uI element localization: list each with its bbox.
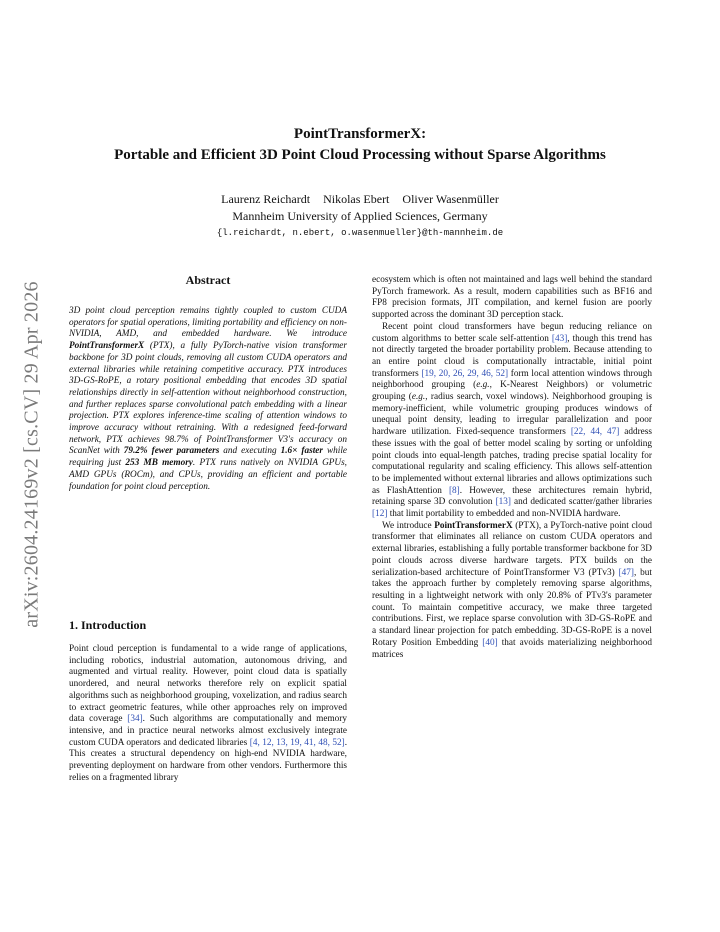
paragraph-related-work: Recent point cloud transformers have begun reducing reliance on custom algorithms to better scale self-attention [43], though this trend has not directly targeted the broader portability problem. Because attending to an entire point cloud is computationally intractable, initial point transformers [19, 20, 26, 29, 46, 52] form local attention windows through neighborhood grouping (e.g., K-Nearest Neighbors) or volumetric grouping (e.g., radius search, voxel windows). Neighborhood grouping is memory-inefficient, while volumetric grouping produces windows of unequal point density, leading to irregular parallelization and poor hardware utilization. Fixed-sequence transformers [22, 44, 47] address these issues with the goal of better model scaling by sorting or unfolding point clouds into equal-length patches, trading precise spatial locality for computational regularity and scaling efficiency. This allows self-attention to be implemented without external libraries and allows optimizations such as FlashAttention [8]. However, these architectures remain hybrid, retaining sparse 3D convolution [13] and dedicated scatter/gather libraries [12] that limit portability to embedded and non-NVIDIA hardware. <box>372 321 653 520</box>
title-line-1: PointTransformerX: <box>293 126 427 142</box>
title-line-2: Portable and Efficient 3D Point Cloud Processing without Sparse Algorithms <box>114 147 606 163</box>
citation-link[interactable]: [22, 44, 47] <box>570 427 620 438</box>
citation-link[interactable]: [8] <box>448 485 460 496</box>
right-column-text <box>372 275 652 661</box>
citation-link[interactable]: [19, 20, 26, 29, 46, 52] <box>421 368 509 379</box>
citation-link[interactable]: [13] <box>495 497 511 508</box>
memory-emphasis: 253 MB memory <box>125 458 193 469</box>
params-emphasis: 79.2% fewer parameters <box>123 446 220 457</box>
speed-emphasis: 1.6× faster <box>280 446 323 457</box>
affiliation: Mannheim University of Applied Sciences, Germany <box>232 209 488 223</box>
citation-link[interactable]: [40] <box>482 637 498 648</box>
paragraph-continuation: ecosystem which is often not maintained and lags well behind the standard PyTorch framework. As a result, modern capabilities such as BF16 and FP8 precision formats, JIT compilation, and kernel fusion are poorly supported across the dominant 3D perception stack. <box>372 275 652 321</box>
citation-link[interactable]: [4, 12, 13, 19, 41, 48, 52] <box>249 737 345 748</box>
section-heading-introduction: 1. Introduction <box>69 618 147 632</box>
citation-link[interactable]: [47] <box>618 567 635 578</box>
introduction-text: Point cloud perception is fundamental to a wide range of applications, including robotics, industrial automation, autonomous driving, and augmented and virtual reality. However, point cloud data is spatially unordered, and neural networks therefore rely on explicit spatial algorithms such as neighborhood grouping, voxelization, and radius search to extract geometric features, while other approaches rely on improved data coverage [34]. Such algorithms are computationally and memory intensive, and in practice neural networks almost exclusively integrate custom CUDA operators and dedicated libraries [4, 12, 13, 19, 41, 48, 52]. This creates a structural dependency on high-end NVIDIA hardware, preventing deployment on hardware from other vendors. Furthermore this relies on a fragmented library <box>69 644 347 783</box>
abstract-heading: Abstract <box>185 273 231 287</box>
author-1: Laurenz Reichardt <box>221 192 311 206</box>
paragraph-contribution: We introduce PointTransformerX (PTX), a PyTorch-native point cloud transformer that eliminates all reliance on custom CUDA operators and external libraries, establishing a fully portable transformer backbone for 3D point clouds across diverse hardware targets. PTX builds on the serialization-based architecture of PointTransformer V3 (PTv3) [47], but takes the approach further by completely removing sparse algorithms, resulting in a lightweight network with only 20.8% of PTv3's parameter count. To maintain competitive accuracy, we make three targeted contributions. First, we replace sparse convolution with 3D-GS-RoPE and a standard linear projection for patch embedding. 3D-GS-RoPE is a novel Rotary Position Embedding [40] that avoids materializing neighborhood matrices <box>372 520 653 660</box>
abstract-text: 3D point cloud perception remains tightly coupled to custom CUDA operators for spatial operations, limiting portability and efficiency on non-NVIDIA, AMD, and embedded hardware. We introduce PointTransformerX (PTX), a fully PyTorch-native vision transformer backbone for 3D point clouds, removing all custom CUDA operators and external libraries while retaining competitive accuracy. PTX introduces 3D-GS-RoPE, a rotary positional embedding that encodes 3D spatial relationships directly in self-attention without neighborhood construction, and further replaces sparse convolutional patch embedding with a linear projection. PTX explores inference-time scaling of attention windows to improve accuracy without retraining. With a redesigned feed-forward network, PTX achieves 98.7% of PointTransformer V3's accuracy on ScanNet with 79.2% fewer parameters and executing 1.6× faster while requiring just 253 MB memory. PTX runs natively on NVIDIA GPUs, AMD GPUs (ROCm), and CPUs, providing an efficient and portable foundation for point cloud perception. <box>69 306 348 492</box>
author-2: Nikolas Ebert <box>323 192 390 206</box>
arxiv-id-text: arXiv:2604.24169v2 [cs.CV] 29 Apr 2026 <box>20 280 43 628</box>
paper-title <box>60 124 660 166</box>
ptx-name-bold: PointTransformerX <box>434 520 513 531</box>
author-names <box>60 191 660 208</box>
ptx-name-emphasis: PointTransformerX <box>69 341 145 352</box>
citation-link[interactable]: [12] <box>372 509 388 520</box>
citation-link[interactable]: [34] <box>127 714 143 725</box>
author-emails: {l.reichardt, n.ebert, o.wasenmueller}@th-mannheim.de <box>216 228 504 238</box>
author-3: Oliver Wasenmüller <box>402 192 499 206</box>
arxiv-identifier <box>14 262 50 646</box>
author-block <box>60 191 660 241</box>
citation-link[interactable]: [43] <box>551 333 568 344</box>
